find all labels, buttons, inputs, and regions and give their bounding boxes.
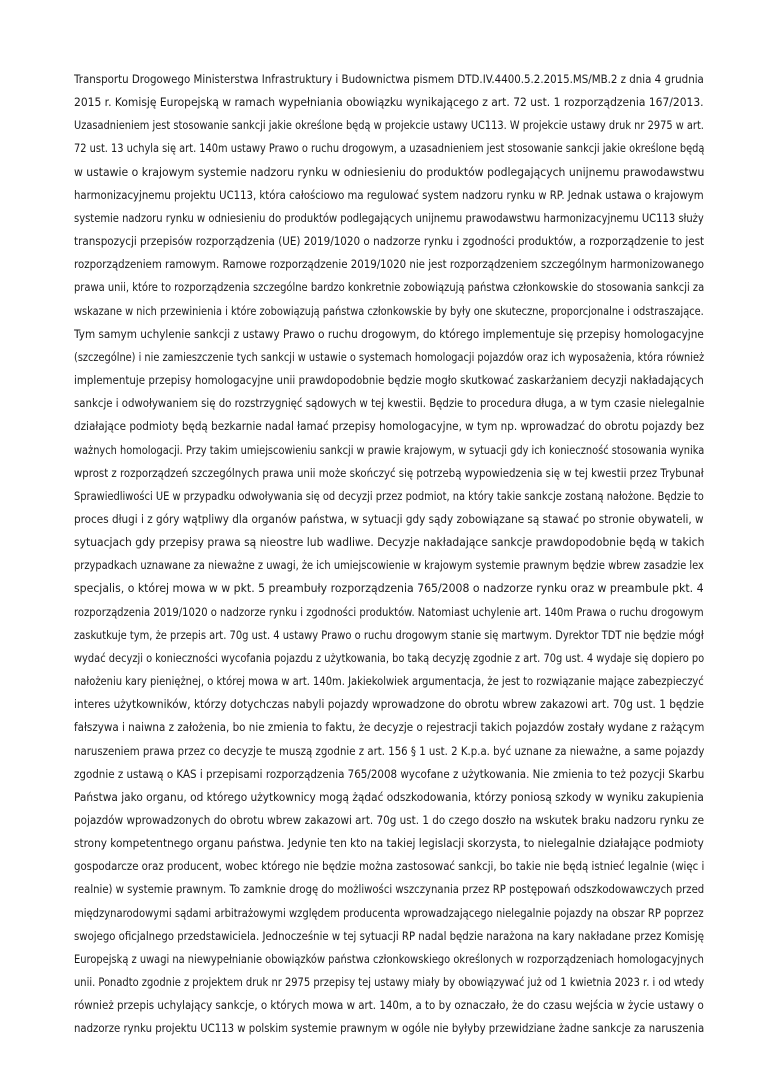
text-line: wskazane w nich przewinienia i które zobowiązują państwa członkowskie by były one skuteczne, proporcjonalne i odstraszające. xyxy=(74,303,704,318)
text-line: sankcje i odwoływaniem się do rozstrzygnięć sądowych w tej kwestii. Będzie to procedura długa, a w tym czasie nielegalnie xyxy=(74,396,705,411)
text-line: 2015 r. Komisję Europejską w ramach wypełniania obowiązku wynikającego z art. 72 ust. 1 rozporządzenia 167/2013. xyxy=(74,95,704,110)
text-line: gospodarcze oraz producent, wobec którego nie będzie można zastosować sankcji, bo takie nie będą istnieć legalnie (więc i xyxy=(74,859,705,874)
text-line: fałszywa i naiwna z założenia, bo nie zmienia to faktu, że decyzje o rejestracji takich pojazdów zostały wydane z rażącym xyxy=(74,720,705,735)
text-line: interes użytkowników, którzy dotychczas nabyli pojazdy wprowadzone do obrotu wbrew zakazowi art. 70g ust. 1 będzie xyxy=(74,697,705,712)
text-line: nadzorze rynku projektu UC113 w polskim systemie prawnym w ogóle nie byłyby przewidziane żadne sankcje za naruszenia xyxy=(74,1021,705,1036)
text-line: prawa unii, które to rozporządzenia szczególne bardzo konkretnie zobowiązują państwa członkowskie do stosowania sankcji za xyxy=(74,280,705,295)
text-line: specjalis, o której mowa w w pkt. 5 preambuły rozporządzenia 765/2008 o nadzorze rynku oraz w preambule pkt. 4 xyxy=(74,581,704,596)
text-line: zgodnie z ustawą o KAS i przepisami rozporządzenia 765/2008 wycofane z użytkowania. Nie zmienia to też pozycji Skarbu xyxy=(74,766,705,781)
text-line: międzynarodowymi sądami arbitrażowymi względem producenta wprowadzającego nielegalnie pojazdy na obszar RP poprzez xyxy=(74,905,704,920)
text-line: Sprawiedliwości UE w przypadku odwoływania się od decyzji przez podmiot, na który takie sankcje zostaną nałożone. Będzie to xyxy=(74,488,704,503)
text-line: działające podmioty będą bezkarnie nadal łamać przepisy homologacyjne, w tym np. wprowadzać do obrotu pojazdy bez xyxy=(74,419,705,434)
text-line: przypadkach uznawane za nieważne z uwagi, że ich umiejscowienie w krajowym systemie prawnym będzie wbrew zasadzie lex xyxy=(74,558,704,573)
text-line: proces długi i z góry wątpliwy dla organów państwa, w sytuacji gdy sądy zobowiązane są stawać po stronie obywateli, w xyxy=(74,511,704,526)
text-line: rozporządzenia 2019/1020 o nadzorze rynku i zgodności produktów. Natomiast uchylenie art. 140m Prawa o ruchu drogowym xyxy=(74,604,704,619)
text-line: wprost z rozporządzeń szczególnych prawa unii może skończyć się potrzebą wypowiedzenia się w tej kwestii przez Trybunał xyxy=(74,465,704,480)
text-line: nałożeniu kary pieniężnej, o której mowa w art. 140m. Jakiekolwiek argumentacja, że jest to rozwiązanie mające zabezpieczyć xyxy=(74,674,704,689)
text-line: w ustawie o krajowym systemie nadzoru rynku w odniesieniu do produktów podlegających unijnemu prawodawstwu xyxy=(74,164,705,179)
body-text xyxy=(74,68,704,1041)
text-line: Tym samym uchylenie sankcji z ustawy Prawo o ruchu drogowym, do którego implementuje się przepisy homologacyjne xyxy=(74,326,704,341)
text-line: pojazdów wprowadzonych do obrotu wbrew zakazowi art. 70g ust. 1 do czego doszło na wskutek braku nadzoru rynku ze xyxy=(74,813,705,827)
text-line: 72 ust. 13 uchyla się art. 140m ustawy Prawo o ruchu drogowym, a uzasadnieniem jest stosowanie sankcji jakie określone będą xyxy=(74,141,705,156)
text-line: ważnych homologacji. Przy takim umiejscowieniu sankcji w prawie krajowym, w sytuacji gdy ich konieczność stosowania wynika xyxy=(74,442,705,457)
text-line: swojego oficjalnego przedstawiciela. Jednocześnie w tej sytuacji RP nadal będzie narażona na kary nakładane przez Komisję xyxy=(74,928,705,943)
text-line: sytuacjach gdy przepisy prawa są nieostre lub wadliwe. Decyzje nakładające sankcje prawdopodobnie będą w takich xyxy=(74,535,705,550)
text-line: Państwa jako organu, od którego użytkownicy mogą żądać odszkodowania, którzy poniosą szkody w wyniku zakupienia xyxy=(74,789,704,804)
text-line: Europejską z uwagi na niewypełnianie obowiązków państwa członkowskiego określonych w rozporządzeniach homologacyjnych xyxy=(74,951,704,966)
text-line: unii. Ponadto zgodnie z projektem druk nr 2975 przepisy tej ustawy miały by obowiązywać już od 1 kwietnia 2023 r. i od wtedy xyxy=(74,975,705,990)
text-line: (szczególne) i nie zamieszczenie tych sankcji w ustawie o systemach homologacji pojazdów oraz ich wyposażenia, która również xyxy=(74,349,705,364)
text-line: Transportu Drogowego Ministerstwa Infrastruktury i Budownictwa pismem DTD.IV.4400.5.2.2015.MS/MB.2 z dnia 4 grudnia xyxy=(74,72,704,86)
text-line: wydać decyzji o konieczności wycofania pojazdu z użytkowania, bo taką decyzję zgodnie z art. 70g ust. 4 wydaje się dopiero po xyxy=(74,650,705,665)
text-line: Uzasadnieniem jest stosowanie sankcji jakie określone będą w projekcie ustawy UC113. W projekcie ustawy druk nr 2975 w art. xyxy=(74,118,704,133)
text-line: systemie nadzoru rynku w odniesieniu do produktów podlegających unijnemu prawodawstwu harmonizacyjnemu UC113 służy xyxy=(74,210,704,225)
text-line: rozporządzeniem ramowym. Ramowe rozporządzenie 2019/1020 nie jest rozporządzeniem szczególnym harmonizowanego xyxy=(74,257,705,272)
text-line: również przepis uchylający sankcje, o których mowa w art. 140m, a to by oznaczało, że do czasu wejścia w życie ustawy o xyxy=(74,998,704,1013)
text-line: strony kompetentnego organu państwa. Jedynie ten kto na takiej legislacji skorzysta, to nielegalnie działające podmioty xyxy=(74,836,704,851)
text-line: realnie) w systemie prawnym. To zamknie drogę do możliwości wszczynania przez RP postępowań odszkodowawczych przed xyxy=(74,882,705,897)
text-line: zaskutkuje tym, że przepis art. 70g ust. 4 ustawy Prawo o ruchu drogowym stanie się martwym. Dyrektor TDT nie będzie mógł xyxy=(74,627,704,642)
text-line: harmonizacyjnemu projektu UC113, która całościowo ma regulować system nadzoru rynku w RP. Jednak ustawa o krajowym xyxy=(74,187,704,202)
text-line: implementuje przepisy homologacyjne unii prawdopodobnie będzie mogło skutkować zaskarżaniem decyzji nakładających xyxy=(74,373,704,388)
text-line: transpozycji przepisów rozporządzenia (UE) 2019/1020 o nadzorze rynku i zgodności produktów, a rozporządzenie to jest xyxy=(74,234,705,249)
text-line: naruszeniem prawa przez co decyzje te muszą zgodnie z art. 156 § 1 ust. 2 K.p.a. być uznane za nieważne, a same pojazdy xyxy=(74,743,705,758)
